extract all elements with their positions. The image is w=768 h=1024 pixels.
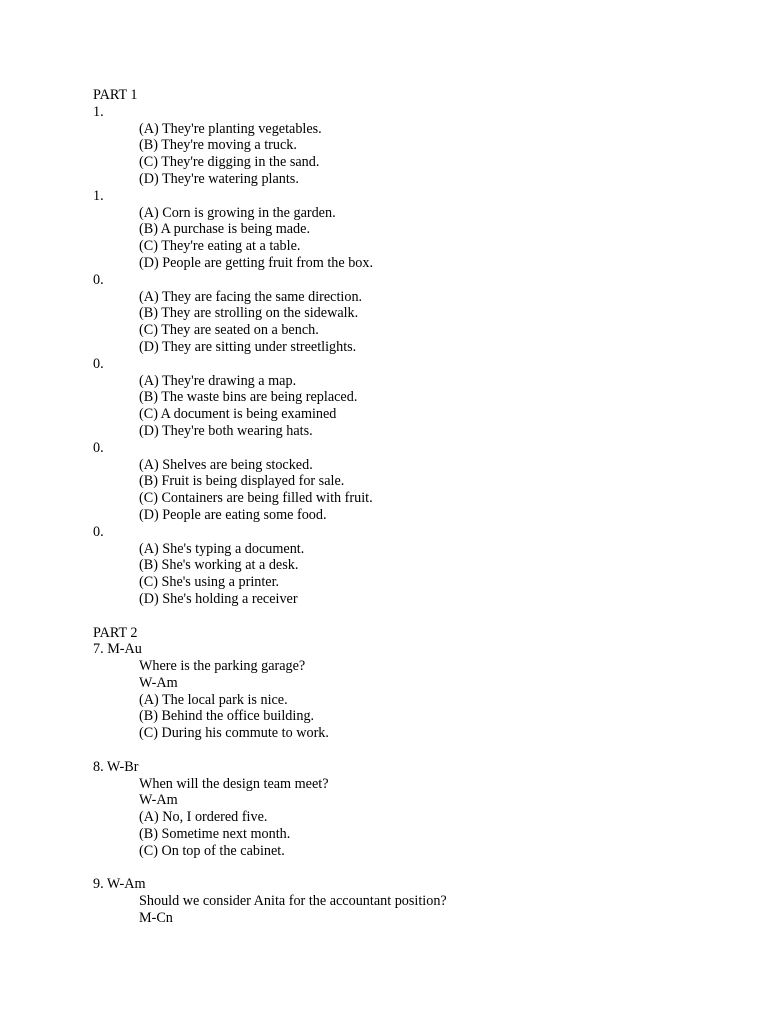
spacer bbox=[93, 860, 733, 877]
answer-option: (D) She's holding a receiver bbox=[139, 590, 298, 607]
answer-option: (C) A document is being examined bbox=[139, 406, 337, 423]
answer-option: (A) No, I ordered five. bbox=[139, 809, 268, 826]
question-number: 1. bbox=[93, 187, 104, 204]
responder-label: W-Am bbox=[139, 674, 178, 691]
spacer bbox=[93, 742, 733, 759]
question-header: 7. M-Au bbox=[93, 641, 142, 658]
answer-option: (A) They are facing the same direction. bbox=[139, 288, 363, 305]
answer-option: (B) She's working at a desk. bbox=[139, 557, 299, 574]
question-text: Where is the parking garage? bbox=[139, 658, 306, 675]
document-page bbox=[93, 87, 733, 927]
answer-option: (A) Corn is growing in the garden. bbox=[139, 204, 336, 221]
part2-heading: PART 2 bbox=[93, 624, 138, 641]
answer-option: (C) Containers are being filled with fruit. bbox=[139, 490, 373, 507]
answer-option: (C) They're eating at a table. bbox=[139, 238, 301, 255]
answer-option: (C) She's using a printer. bbox=[139, 574, 280, 591]
part1-heading: PART 1 bbox=[93, 87, 138, 103]
answer-option: (A) They're planting vegetables. bbox=[139, 120, 322, 137]
answer-option: (B) They are strolling on the sidewalk. bbox=[139, 305, 359, 322]
question-header: 9. W-Am bbox=[93, 876, 146, 893]
answer-option: (B) A purchase is being made. bbox=[139, 221, 310, 238]
question-number: 0. bbox=[93, 523, 104, 540]
answer-option: (D) They're both wearing hats. bbox=[139, 422, 313, 439]
responder-label: W-Am bbox=[139, 792, 178, 809]
question-header: 8. W-Br bbox=[93, 758, 139, 775]
answer-option: (B) They're moving a truck. bbox=[139, 137, 297, 154]
answer-option: (C) During his commute to work. bbox=[139, 725, 329, 742]
question-number: 1. bbox=[93, 103, 104, 120]
answer-option: (C) They are seated on a bench. bbox=[139, 322, 319, 339]
answer-option: (B) Behind the office building. bbox=[139, 708, 315, 725]
answer-option: (D) People are getting fruit from the box. bbox=[139, 254, 374, 271]
answer-option: (D) They are sitting under streetlights. bbox=[139, 338, 357, 355]
question-number: 0. bbox=[93, 271, 104, 288]
answer-option: (A) The local park is nice. bbox=[139, 691, 288, 708]
answer-option: (C) They're digging in the sand. bbox=[139, 154, 320, 171]
answer-option: (A) Shelves are being stocked. bbox=[139, 456, 313, 473]
answer-option: (B) Sometime next month. bbox=[139, 826, 291, 843]
question-number: 0. bbox=[93, 439, 104, 456]
question-number: 0. bbox=[93, 355, 104, 372]
answer-option: (B) Fruit is being displayed for sale. bbox=[139, 473, 345, 490]
answer-option: (A) They're drawing a map. bbox=[139, 372, 297, 389]
responder-label: M-Cn bbox=[139, 910, 173, 927]
answer-option: (D) People are eating some food. bbox=[139, 506, 327, 523]
answer-option: (B) The waste bins are being replaced. bbox=[139, 389, 358, 406]
question-text: Should we consider Anita for the accountant position? bbox=[139, 893, 447, 910]
answer-option: (C) On top of the cabinet. bbox=[139, 842, 285, 859]
question-text: When will the design team meet? bbox=[139, 775, 329, 792]
answer-option: (D) They're watering plants. bbox=[139, 170, 299, 187]
answer-option: (A) She's typing a document. bbox=[139, 540, 305, 557]
spacer bbox=[93, 608, 733, 625]
